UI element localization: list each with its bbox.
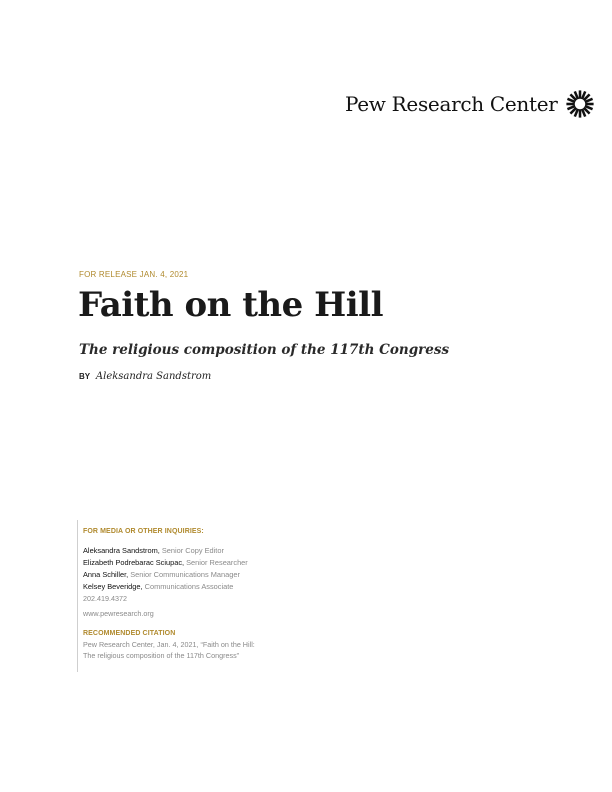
sunburst-icon [564, 88, 596, 120]
contact-role: Senior Communications Manager [128, 570, 240, 579]
report-subtitle: The religious composition of the 117th Congress [79, 342, 450, 358]
citation-line: Pew Research Center, Jan. 4, 2021, “Faith on the Hill: [83, 640, 255, 649]
contact-person [83, 545, 303, 557]
contact-person [83, 557, 303, 569]
citation-line: The religious composition of the 117th Congress” [83, 650, 240, 660]
logo-text: Pew Research Center [345, 92, 558, 116]
contact-phone: 202.419.4372 [83, 594, 127, 603]
pew-logo [345, 88, 596, 120]
contact-role: Senior Researcher [184, 558, 248, 567]
contact-person [83, 569, 303, 581]
citation-heading: RECOMMENDED CITATION [83, 630, 176, 637]
byline [79, 371, 211, 382]
inquiries-heading: FOR MEDIA OR OTHER INQUIRIES: [83, 528, 204, 535]
contact-person [83, 581, 303, 593]
contact-name: Aleksandra Sandstrom, [83, 546, 160, 555]
author-name: Aleksandra Sandstrom [95, 371, 212, 382]
website-link[interactable]: www.pewresearch.org [83, 609, 154, 618]
contact-name: Anna Schiller, [83, 570, 129, 579]
release-date: FOR RELEASE JAN. 4, 2021 [79, 270, 189, 279]
byline-label: BY [79, 372, 91, 381]
report-title: Faith on the Hill [78, 285, 383, 325]
contact-role: Communications Associate [142, 582, 234, 591]
contact-role: Senior Copy Editor [159, 546, 224, 555]
citation-text [83, 640, 303, 661]
contact-box [77, 520, 303, 672]
contact-name: Kelsey Beveridge, [83, 582, 143, 591]
contact-name: Elizabeth Podrebarac Sciupac, [83, 558, 185, 567]
